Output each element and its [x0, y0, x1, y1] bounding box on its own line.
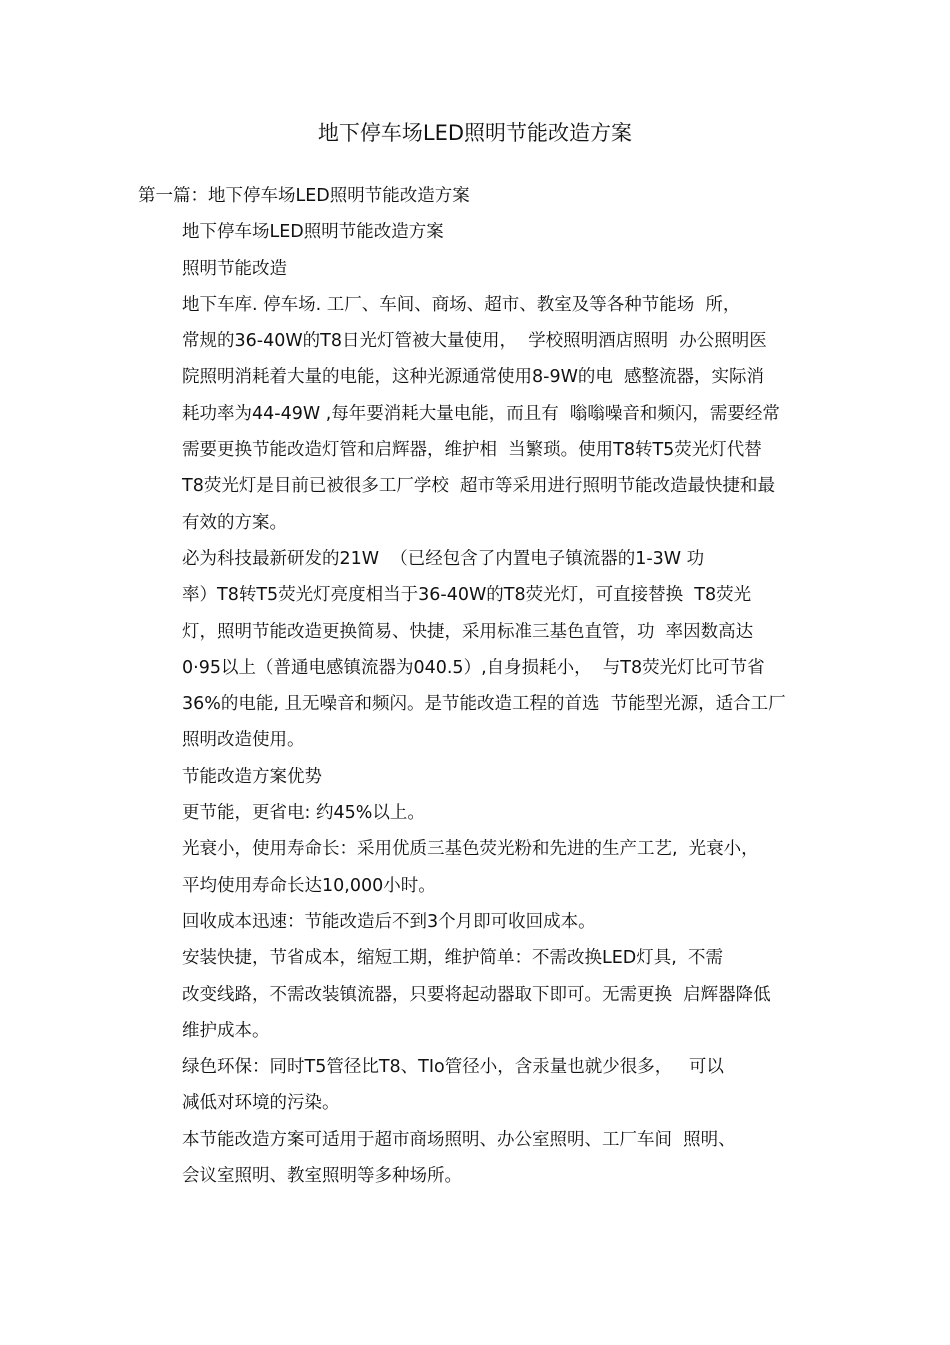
paragraph-line: 减低对环境的污染。 — [182, 1093, 340, 1114]
document-body — [138, 178, 828, 1194]
paragraph-line: 需要更换节能改造灯管和启辉器，维护相 当繁琐。使用T8转T5荧光灯代替 — [182, 440, 762, 461]
paragraph-line: 照明改造使用。 — [182, 730, 305, 751]
paragraph-line: 节能改造方案优势 — [182, 766, 322, 787]
paragraph — [138, 940, 828, 1049]
paragraph-line: 地下车库. 停车场. 工厂、车间、商场、超市、教室及等各种节能场 所， — [182, 294, 741, 315]
paragraph-line: 率）T8转T5荧光灯亮度相当于36-40W的T8荧光灯，可直接替换 T8荧光 — [182, 585, 752, 606]
paragraph-line: 灯，照明节能改造更换简易、快捷，采用标准三基色直管，功 率因数高达 — [182, 621, 754, 642]
document-title: 地下停车场LED照明节能改造方案 — [317, 121, 633, 145]
paragraph — [138, 1122, 828, 1195]
paragraph-line: 耗功率为44-49W ,每年要消耗大量电能，而且有 嗡嗡噪音和频闪，需要经常 — [182, 403, 780, 424]
paragraph — [138, 795, 828, 831]
paragraph-line: 第一篇：地下停车场LED照明节能改造方案 — [138, 186, 470, 206]
paragraph-line: 安装快捷，节省成本，缩短工期，维护简单：不需改换LED灯具, 不需 — [182, 948, 723, 969]
paragraph-line: 本节能改造方案可适用于超市商场照明、办公室照明、工厂车间 照明、 — [182, 1129, 736, 1150]
paragraph-line: 平均使用寿命长达10,000小时。 — [182, 875, 436, 896]
paragraph — [138, 831, 828, 904]
paragraph — [138, 904, 828, 940]
paragraph — [138, 1049, 828, 1122]
paragraph — [138, 541, 828, 759]
paragraph-line: 有效的方案。 — [182, 512, 287, 533]
paragraph — [138, 759, 828, 795]
paragraph-line: 维护成本。 — [182, 1020, 270, 1041]
paragraph-line: 光衰小，使用寿命长：采用优质三基色荧光粉和先进的生产工艺, 光衰小， — [182, 839, 759, 860]
paragraph-line: 照明节能改造 — [182, 258, 287, 279]
paragraph — [138, 251, 828, 287]
paragraph-line: 常规的36-40W的T8日光灯管被大量使用， 学校照明酒店照明 办公照明医 — [182, 331, 767, 352]
paragraph-line: 改变线路，不需改装镇流器，只要将起动器取下即可。无需更换 启辉器降低 — [182, 984, 771, 1005]
paragraph-line: 必为科技最新研发的21W （已经包含了内置电子镇流器的1-3W 功 — [182, 548, 705, 569]
paragraph-line: 会议室照明、教室照明等多种场所。 — [182, 1166, 462, 1187]
paragraph-line: 绿色环保：同时T5管径比T8、TIo管径小，含汞量也就少很多， 可以 — [182, 1057, 724, 1078]
paragraph-line: 地下停车场LED照明节能改造方案 — [182, 222, 444, 243]
paragraph-line: 0·95以上（普通电感镇流器为040.5）,自身损耗小， 与T8荧光灯比可节省 — [182, 657, 765, 678]
paragraph-line: 36%的电能, 且无噪音和频闪。是节能改造工程的首选 节能型光源，适合工厂 — [182, 694, 786, 715]
paragraph-line: T8荧光灯是目前已被很多工厂学校 超市等采用进行照明节能改造最快捷和最 — [182, 476, 775, 497]
paragraph — [138, 214, 828, 250]
paragraph-line: 院照明消耗着大量的电能，这种光源通常使用8-9W的电 感整流器，实际消 — [182, 367, 765, 388]
paragraph-line: 更节能，更省电: 约45%以上。 — [182, 803, 425, 824]
paragraph — [138, 287, 828, 541]
paragraph-line: 回收成本迅速：节能改造后不到3个月即可收回成本。 — [182, 911, 596, 932]
paragraph — [138, 178, 828, 214]
